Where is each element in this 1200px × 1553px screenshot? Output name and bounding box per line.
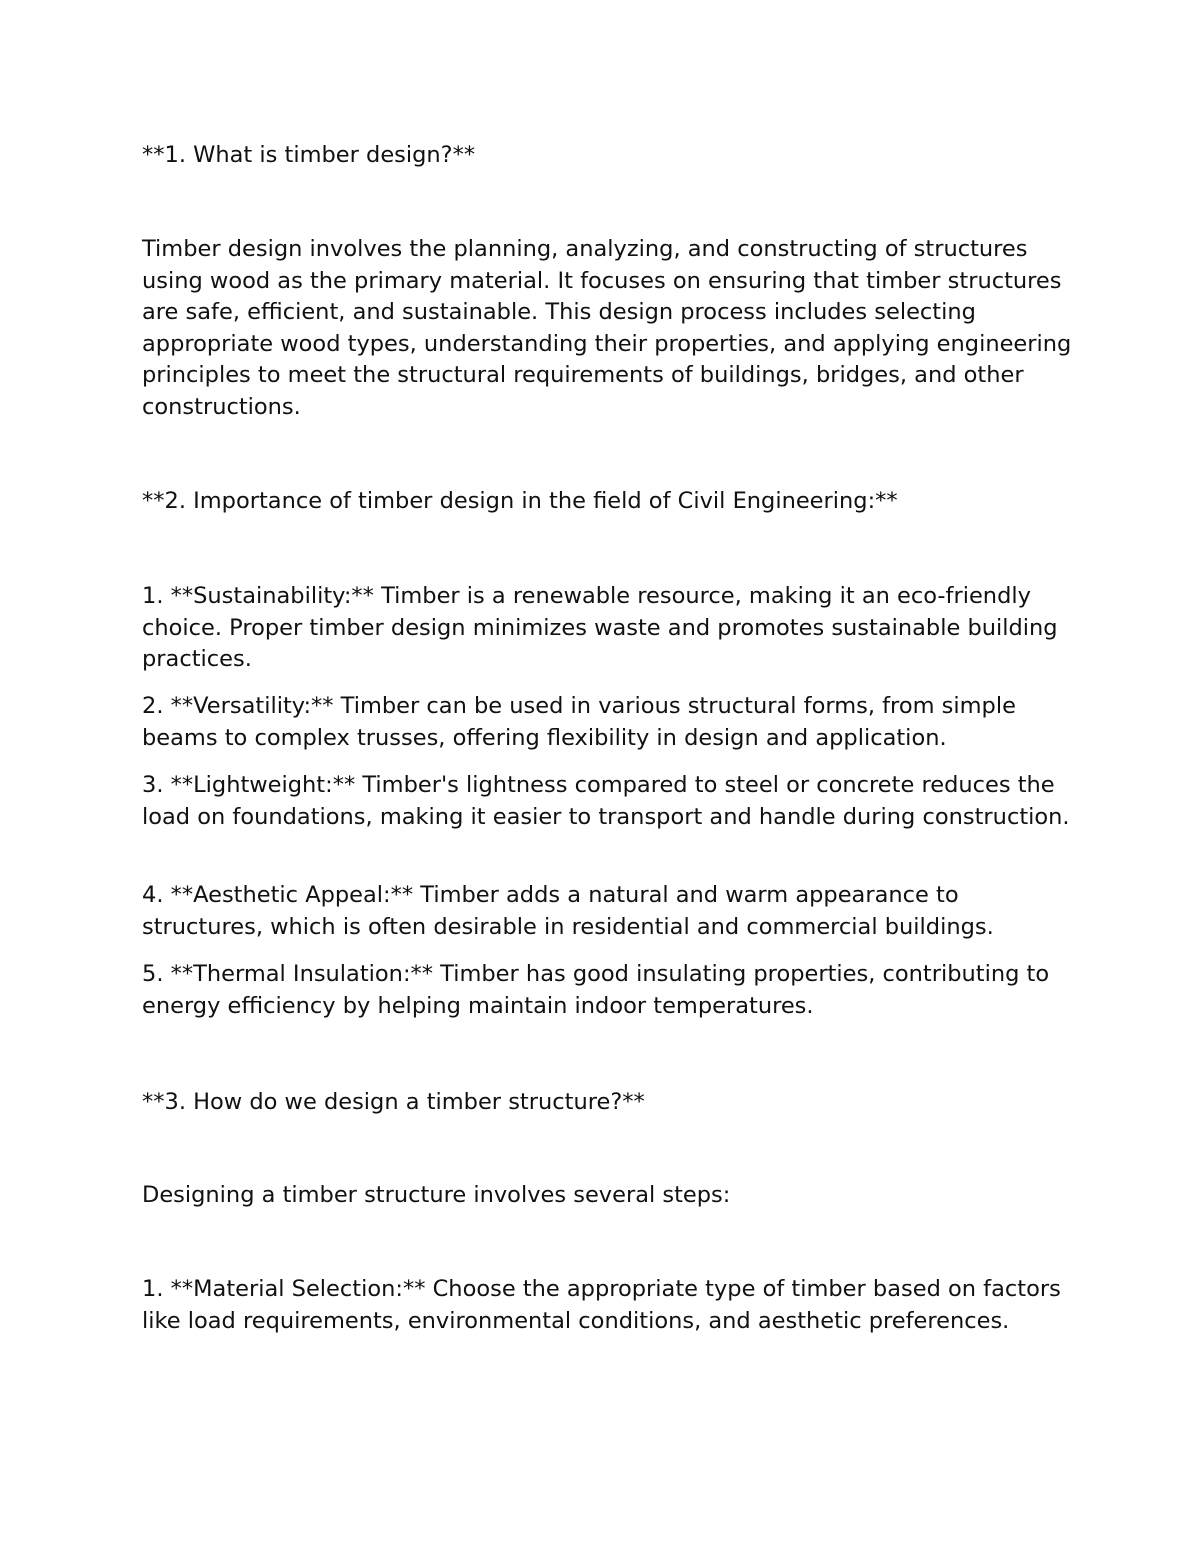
section-2-heading: **2. Importance of timber design in the field of Civil Engineering:** — [142, 488, 898, 514]
list-item-material-selection: 1. **Material Selection:** Choose the appropriate type of timber based on factors like load requirements, environmental conditions, and aesthetic preferences. — [142, 1276, 1061, 1334]
list-item-thermal-insulation: 5. **Thermal Insulation:** Timber has good insulating properties, contributing to energy efficiency by helping maintain indoor temperatures. — [142, 961, 1050, 1019]
list-item-lightweight: 3. **Lightweight:** Timber's lightness compared to steel or concrete reduces the load on foundations, making it easier to transport and handle during construction. — [142, 772, 1070, 830]
section-3-heading: **3. How do we design a timber structure?** — [142, 1089, 645, 1115]
section-1-heading: **1. What is timber design?** — [142, 142, 476, 168]
section-1-paragraph: Timber design involves the planning, analyzing, and constructing of structures using wood as the primary material. It focuses on ensuring that timber structures are safe, efficient, and sustainable. This design process includes selecting appropriate wood types, understanding their properties, and applying engineering principles to meet the structural requirements of buildings, bridges, and other constructions. — [142, 236, 1072, 420]
list-item-versatility: 2. **Versatility:** Timber can be used in various structural forms, from simple beams to complex trusses, offering flexibility in design and application. — [142, 693, 1016, 751]
list-item-aesthetic-appeal: 4. **Aesthetic Appeal:** Timber adds a natural and warm appearance to structures, which is often desirable in residential and commercial buildings. — [142, 882, 994, 940]
list-item-sustainability: 1. **Sustainability:** Timber is a renewable resource, making it an eco-friendly choice. Proper timber design minimizes waste and promotes sustainable building practices. — [142, 583, 1058, 672]
section-3-intro: Designing a timber structure involves several steps: — [142, 1182, 731, 1208]
